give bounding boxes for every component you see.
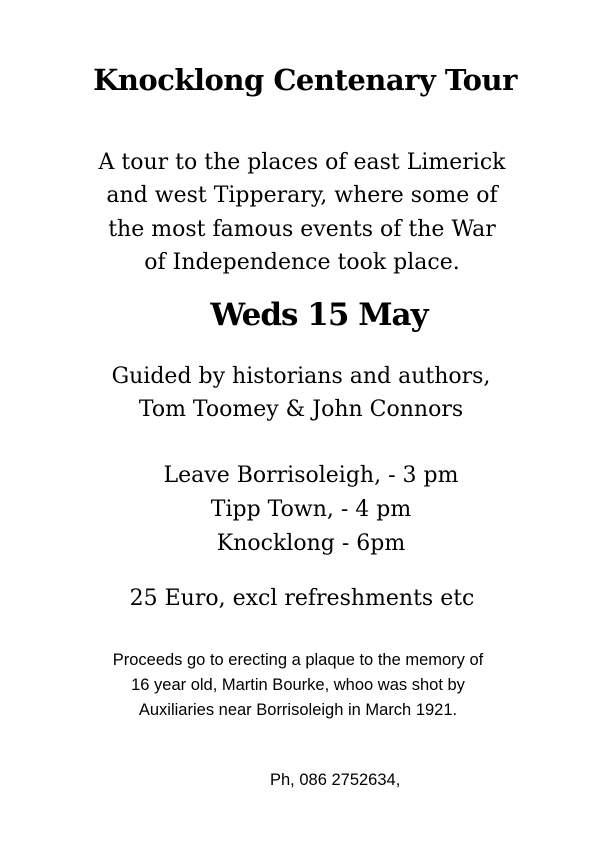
- schedule-item: Knocklong - 6pm: [216, 531, 406, 556]
- description-line: of Independence took place.: [144, 249, 460, 275]
- guides-text: [0, 360, 600, 426]
- schedule-item: Leave Borrisoleigh, - 3 pm: [163, 463, 459, 488]
- price-text: 25 Euro, excl refreshments etc: [129, 586, 475, 611]
- tour-date: Weds 15 May: [210, 297, 428, 333]
- description-line: the most famous events of the War: [108, 216, 496, 242]
- guides-line: Guided by historians and authors,: [111, 364, 491, 389]
- proceeds-note: [0, 648, 596, 723]
- tour-description: [0, 146, 600, 279]
- phone-contact: Ph, 086 2752634,: [270, 771, 401, 789]
- departure-schedule: [0, 459, 600, 561]
- schedule-item: Tipp Town, - 4 pm: [210, 497, 412, 522]
- proceeds-line: Proceeds go to erecting a plaque to the memory of: [112, 651, 484, 669]
- proceeds-line: 16 year old, Martin Bourke, whoo was shot by: [131, 676, 465, 694]
- description-line: and west Tipperary, where some of: [106, 183, 498, 209]
- description-line: A tour to the places of east Limerick: [98, 150, 506, 175]
- proceeds-line: Auxiliaries near Borrisoleigh in March 1921.: [138, 701, 458, 719]
- page-title: Knocklong Centenary Tour: [93, 63, 517, 97]
- guides-line: Tom Toomey & John Connors: [138, 397, 464, 422]
